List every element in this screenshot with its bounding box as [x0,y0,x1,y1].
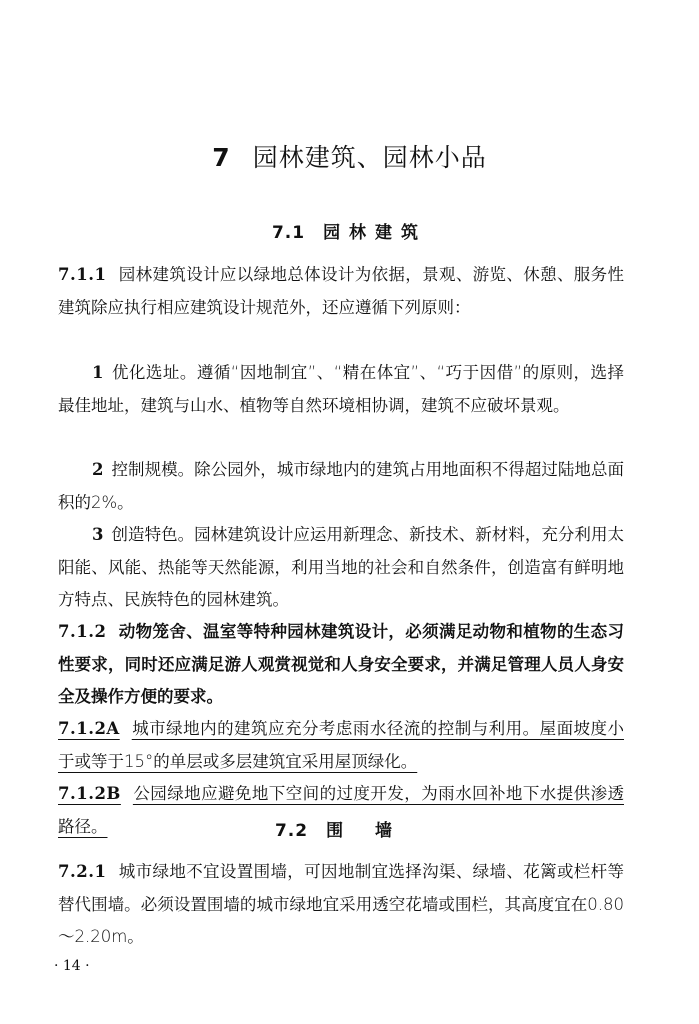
clause-text: 动物笼舍、温室等特种园林建筑设计，必须满足动物和植物的生态习性要求，同时还应满足游人观赏视觉和人身安全要求，并满足管理人员人身安全及操作方便的要求。 [58,622,624,706]
chapter-number: 7 [212,143,231,172]
section-heading-7-1 [0,218,699,243]
clause-7-1-2 [58,616,624,714]
list-item-2 [58,454,624,519]
section-heading-7-2 [0,816,699,841]
section-title-text: 园林建筑 [323,223,428,243]
section-number: 7.2 [274,821,309,841]
clause-number: 7.1.2 [58,622,107,641]
section-title-text: 围墙 [326,821,425,841]
clause-number: 7.1.2A [58,719,120,738]
list-item-3 [58,519,624,617]
item-number: 1 [92,363,104,382]
clause-7-1-2A [58,713,624,778]
item-number: 2 [92,460,104,479]
chapter-title-text: 园林建筑、园林小品 [252,143,487,172]
clause-7-2-1 [58,856,624,954]
section-number: 7.1 [271,223,306,243]
item-number: 3 [92,525,104,544]
page-number: · 14 · [54,958,90,974]
clause-number: 7.1.1 [58,265,107,284]
clause-text: 城市绿地不宜设置围墙，可因地制宜选择沟渠、绿墙、花篱或栏杆等替代围墙。必须设置围墙的城市绿地宜采用透空花墙或围栏，其高度宜在0.80～2.20m。 [58,862,624,946]
clause-text: 园林建筑设计应以绿地总体设计为依据，景观、游览、休憩、服务性建筑除应执行相应建筑设计规范外，还应遵循下列原则： [58,265,624,317]
clause-number: 7.2.1 [58,862,107,881]
item-text: 创造特色。园林建筑设计应运用新理念、新技术、新材料，充分利用太阳能、风能、热能等天然能源，利用当地的社会和自然条件，创造富有鲜明地方特点、民族特色的园林建筑。 [58,525,624,609]
list-item-1 [58,357,624,422]
clause-7-1-1 [58,259,624,324]
clause-text: 城市绿地内的建筑应充分考虑雨水径流的控制与利用。屋面坡度小于或等于15°的单层或多层建筑宜采用屋顶绿化。 [58,719,624,771]
item-text: 优化选址。遵循“因地制宜”、“精在体宜”、“巧于因借”的原则，选择最佳地址，建筑与山水、植物等自然环境相协调，建筑不应破坏景观。 [58,363,624,415]
item-text: 控制规模。除公园外，城市绿地内的建筑占用地面积不得超过陆地总面积的2%。 [58,460,624,512]
clause-number: 7.1.2B [58,784,121,803]
clause-text: 公园绿地应避免地下空间的过度开发，为雨水回补地下水提供渗透路径。 [58,784,624,836]
chapter-title [0,138,699,174]
